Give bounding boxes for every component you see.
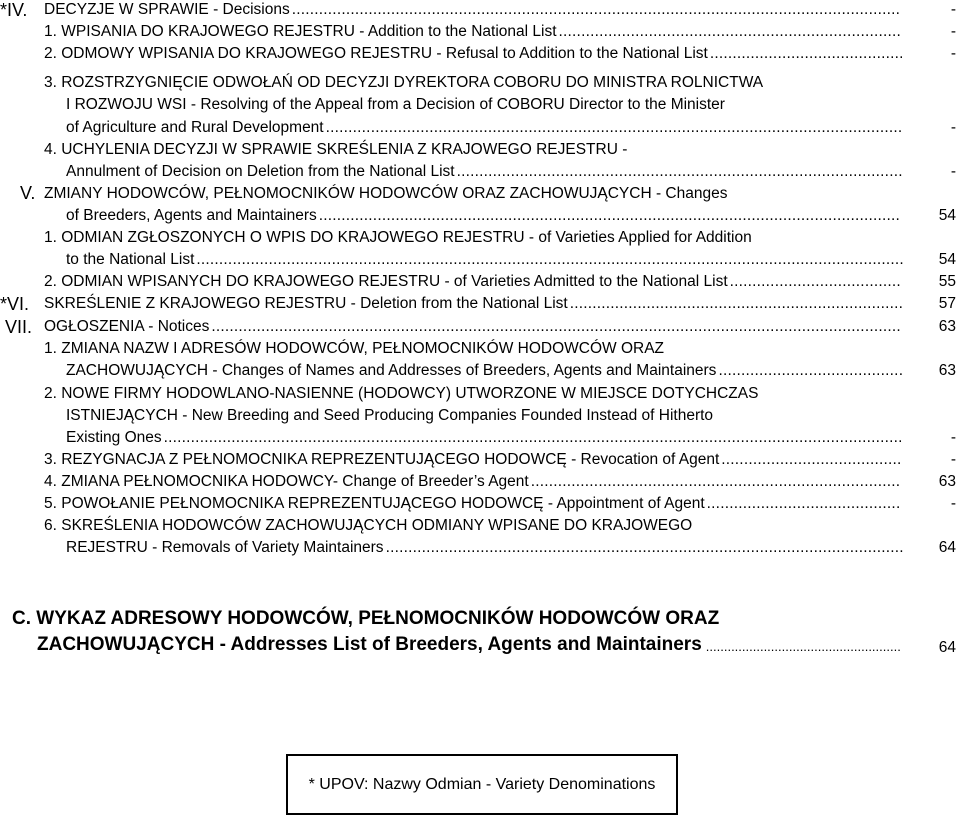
page-number: 63 — [938, 362, 956, 379]
toc-entry-iv-3-line1: 3. ROZSTRZYGNIĘCIE ODWOŁAŃ OD DECYZJI DYREKTORA COBORU DO MINISTRA ROLNICTWA — [44, 74, 764, 91]
section-numeral: VII. — [5, 317, 33, 337]
toc-entry-iv-3-line2: I ROZWOJU WSI - Resolving of the Appeal from a Decision of COBORU Director to the Minister — [66, 96, 725, 113]
toc-entry-vii-1-line2 — [66, 361, 903, 381]
toc-entry-vii-4 — [44, 472, 900, 492]
toc-entry-title: 2. ODMOWY WPISANIA DO KRAJOWEGO REJESTRU - Refusal to Addition to the National List — [44, 45, 708, 62]
dot-leader: .................................................................................................................................................................... — [163, 429, 903, 446]
toc-entry-v-line1: ZMIANY HODOWCÓW, PEŁNOMOCNIKÓW HODOWCÓW ORAZ ZACHOWUJĄCYCH - Changes — [44, 185, 728, 202]
toc-entry-vii-2-line3 — [66, 428, 903, 448]
page-number: - — [950, 23, 956, 40]
page-number: 54 — [938, 207, 956, 224]
toc-entry-title: Annulment of Decision on Deletion from the National List — [66, 163, 455, 180]
dot-leader: ........................................ — [721, 451, 902, 468]
dot-leader: ............................................................................ — [558, 23, 902, 40]
dot-leader: ................................................................................................... — [456, 163, 903, 180]
dot-leader: ................................................................................................................................ — [325, 119, 903, 136]
toc-entry-vii-1-line1: 1. ZMIANA NAZW I ADRESÓW HODOWCÓW, PEŁNOMOCNIKÓW HODOWCÓW ORAZ — [44, 340, 665, 357]
toc-entry-vi — [44, 294, 903, 314]
dot-leader: ...................................................... — [705, 639, 901, 654]
toc-entry-vii-6-line2 — [66, 538, 904, 558]
toc-entry-iv-2 — [44, 44, 904, 64]
section-c-line1: C. WYKAZ ADRESOWY HODOWCÓW, PEŁNOMOCNIKÓW HODOWCÓW ORAZ — [12, 608, 720, 629]
section-c-line2 — [37, 633, 901, 657]
page-number: - — [950, 451, 956, 468]
dot-leader: ......................................... — [718, 362, 904, 379]
page-number: 63 — [938, 473, 956, 490]
page-number: 64 — [938, 639, 956, 656]
toc-entry-vii-2-line2: ISTNIEJĄCYCH - New Breeding and Seed Producing Companies Founded Instead of Hitherto — [66, 407, 714, 424]
toc-entry-v-1-line2 — [66, 250, 904, 270]
dot-leader: ........................................... — [709, 45, 904, 62]
toc-entry-vii-2-line1: 2. NOWE FIRMY HODOWLANO-NASIENNE (HODOWCY) UTWORZONE W MIEJSCE DOTYCHCZAS — [44, 385, 759, 402]
toc-entry-iv-3-line3 — [66, 118, 902, 138]
page-number: 57 — [938, 295, 956, 312]
dot-leader: ................................................................................................................... — [385, 539, 904, 556]
page-number: - — [950, 495, 956, 512]
page-number: - — [950, 119, 956, 136]
toc-entry-title: 5. POWOŁANIE PEŁNOMOCNIKA REPREZENTUJĄCEGO HODOWCĘ - Appointment of Agent — [44, 495, 705, 512]
toc-entry-vii — [44, 317, 901, 337]
section-numeral: *IV. — [0, 0, 28, 20]
dot-leader: .......................................................................... — [569, 295, 904, 312]
dot-leader: ...................................... — [729, 273, 901, 290]
page-number: 64 — [938, 539, 956, 556]
toc-entry-vii-6-line1: 6. SKREŚLENIA HODOWCÓW ZACHOWUJĄCYCH ODMIANY WPISANE DO KRAJOWEGO — [44, 517, 693, 534]
toc-entry-title: 3. REZYGNACJA Z PEŁNOMOCNIKA REPREZENTUJĄCEGO HODOWCĘ - Revocation of Agent — [44, 451, 720, 468]
section-numeral: V. — [20, 183, 36, 203]
toc-entry-v-line2 — [66, 206, 900, 226]
toc-entry-title: ZACHOWUJĄCYCH - Changes of Names and Addresses of Breeders, Agents and Maintainers — [66, 362, 717, 379]
toc-entry-title: OGŁOSZENIA - Notices — [44, 318, 210, 335]
toc-entry-vii-5 — [44, 494, 900, 514]
toc-entry-title: to the National List — [66, 251, 195, 268]
toc-entry-vii-3 — [44, 450, 902, 470]
section-numeral: *VI. — [0, 294, 30, 314]
dot-leader: ......................................................................................................................................................... — [211, 318, 901, 335]
toc-entry-title: 4. ZMIANA PEŁNOMOCNIKA HODOWCY- Change of Breeder’s Agent — [44, 473, 529, 490]
toc-entry-title: of Agriculture and Rural Development — [66, 119, 324, 136]
page-number: - — [950, 429, 956, 446]
footnote-text: * UPOV: Nazwy Odmian - Variety Denominations — [308, 775, 656, 793]
dot-leader: ........................................... — [706, 495, 901, 512]
dot-leader: ................................................................................................................................. — [318, 207, 901, 224]
page-number: 63 — [938, 318, 956, 335]
page-number: - — [950, 45, 956, 62]
toc-entry-iv-1 — [44, 22, 901, 42]
toc-entry-title: DECYZJE W SPRAWIE - Decisions — [44, 1, 290, 18]
page-number: - — [950, 1, 956, 18]
page-number: - — [950, 163, 956, 180]
toc-entry-title: of Breeders, Agents and Maintainers — [66, 207, 317, 224]
dot-leader: .................................................................................. — [530, 473, 901, 490]
toc-entry-title: SKREŚLENIE Z KRAJOWEGO REJESTRU - Deletion from the National List — [44, 295, 568, 312]
dot-leader: ....................................................................................................................................... — [291, 1, 901, 18]
toc-entry-iv-4-line2 — [66, 162, 903, 182]
toc-entry-title: 2. ODMIAN WPISANYCH DO KRAJOWEGO REJESTRU - of Varieties Admitted to the National List — [44, 273, 728, 290]
toc-entry-title: 1. WPISANIA DO KRAJOWEGO REJESTRU - Addition to the National List — [44, 23, 557, 40]
page-number: 55 — [938, 273, 956, 290]
toc-entry-iv — [44, 0, 900, 20]
toc-entry-title: Existing Ones — [66, 429, 162, 446]
toc-entry-iv-4-line1: 4. UCHYLENIA DECYZJI W SPRAWIE SKREŚLENIA Z KRAJOWEGO REJESTRU - — [44, 141, 628, 158]
page-number: 54 — [938, 251, 956, 268]
toc-entry-v-1-line1: 1. ODMIAN ZGŁOSZONYCH O WPIS DO KRAJOWEGO REJESTRU - of Varieties Applied for Addition — [44, 229, 752, 246]
dot-leader: ............................................................................................................................................................. — [196, 251, 904, 268]
toc-entry-title: ZACHOWUJĄCYCH - Addresses List of Breeders, Agents and Maintainers — [37, 634, 702, 655]
footnote-box — [286, 754, 678, 815]
toc-entry-v-2 — [44, 272, 901, 292]
toc-entry-title: REJESTRU - Removals of Variety Maintainers — [66, 539, 384, 556]
